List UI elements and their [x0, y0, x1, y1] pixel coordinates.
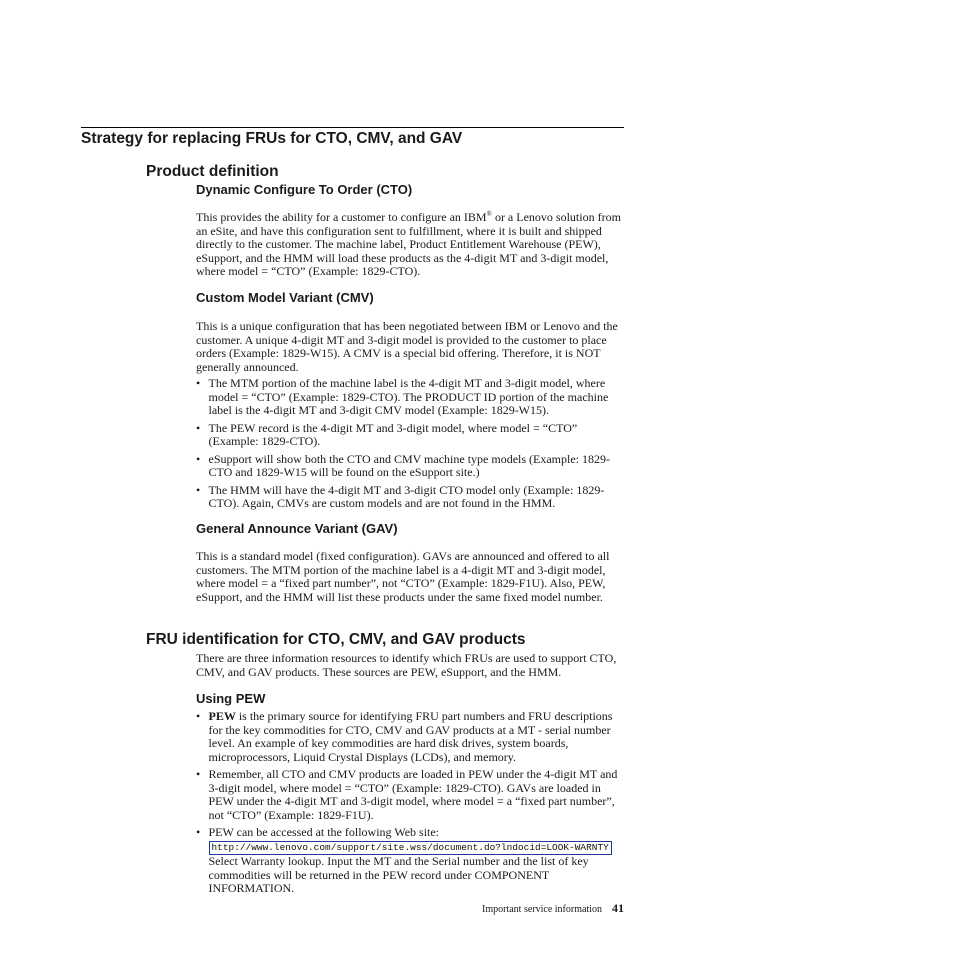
list-item: • PEW can be accessed at the following Web site: http://www.lenovo.com/support/site.wss/document.do?lndocid=LOOK-WARNTY Select Warranty lookup. Input the MT and the Serial number and the list of key commodities will be returned in the PEW record under COMPONENT INFORMATION. — [196, 826, 628, 895]
cmv-heading: Custom Model Variant (CMV) — [196, 290, 374, 305]
footer-section-label: Important service information — [482, 904, 602, 915]
pew-url-link[interactable]: http://www.lenovo.com/support/site.wss/document.do?lndocid=LOOK-WARNTY — [209, 841, 612, 855]
list-item: • Remember, all CTO and CMV products are loaded in PEW under the 4-digit MT and 3-digit model, where model = “CTO” (Example: 1829-CTO). GAVs are loaded in PEW under the 4-digit MT and 3-digit model, where model = a “fixed part number”, not “CTO” (Example: 1829-F1U). — [196, 767, 618, 822]
list-item: • The HMM will have the 4-digit MT and 3-digit CTO model only (Example: 1829-CTO). Again, CMVs are custom models and are not found in the HMM. — [196, 482, 605, 511]
using-pew-heading: Using PEW — [196, 691, 266, 706]
product-definition-heading: Product definition — [146, 163, 279, 180]
gav-paragraph: This is a standard model (fixed configuration). GAVs are announced and offered to all customers. The MTM portion of the machine label is a 4-digit MT and 3-digit model, where model = a “fixed part number”, not “CTO” (Example: 1829-F1U). Also, PEW, eSupport, and the HMM will list these products under the same fixed model number. — [196, 549, 610, 604]
pew-bullet-list — [196, 710, 628, 900]
page-number: 41 — [612, 901, 624, 915]
page-title: Strategy for replacing FRUs for CTO, CMV, and GAV — [81, 130, 463, 147]
list-item: • The MTM portion of the machine label is the 4-digit MT and 3-digit model, where model = “CTO” (Example: 1829-CTO). The PRODUCT ID portion of the machine label is the 4-digit MT and 3-digit CMV model (Example: 1829-W15). — [196, 376, 609, 418]
fru-identification-paragraph: There are three information resources to identify which FRUs are used to support CTO, CMV, and GAV products. These sources are PEW, eSupport, and the HMM. — [196, 651, 617, 679]
list-item: • eSupport will show both the CTO and CMV machine type models (Example: 1829-CTO and 1829-W15 will be found on the eSupport site.) — [196, 451, 611, 480]
page-footer — [482, 901, 624, 916]
fru-identification-heading: FRU identification for CTO, CMV, and GAV products — [146, 631, 526, 648]
cmv-paragraph: This is a unique configuration that has been negotiated between IBM or Lenovo and the customer. A unique 4-digit MT and 3-digit model is provided to the customer to place orders (Example: 1829-W15). A CMV is a special bid offering. Therefore, it is NOT generally announced. — [196, 319, 618, 374]
cto-heading: Dynamic Configure To Order (CTO) — [196, 182, 413, 197]
list-item: • The PEW record is the 4-digit MT and 3-digit model, where model = “CTO” (Example: 1829-CTO). — [196, 420, 578, 449]
title-rule — [81, 127, 624, 128]
registered-mark: ® — [486, 210, 492, 218]
list-item: • PEW is the primary source for identifying FRU part numbers and FRU descriptions for the key commodities for CTO, CMV and GAV products at a MT - serial number level. An example of key commodities are hard disk drives, system boards, microprocessors, Liquid Crystal Displays (LCDs), and memory. — [196, 709, 613, 764]
gav-heading: General Announce Variant (GAV) — [196, 521, 398, 536]
cmv-bullet-list — [196, 377, 628, 515]
cto-paragraph: This provides the ability for a customer to configure an IBM® or a Lenovo solution from an eSite, and have this configuration sent to fulfillment, where it is built and shipped directly to the customer. The machine label, Product Entitlement Warehouse (PEW), eSupport, and the HMM will load these products as the 4-digit MT and 3-digit model, where model = “CTO” (Example: 1829-CTO). — [196, 210, 621, 279]
